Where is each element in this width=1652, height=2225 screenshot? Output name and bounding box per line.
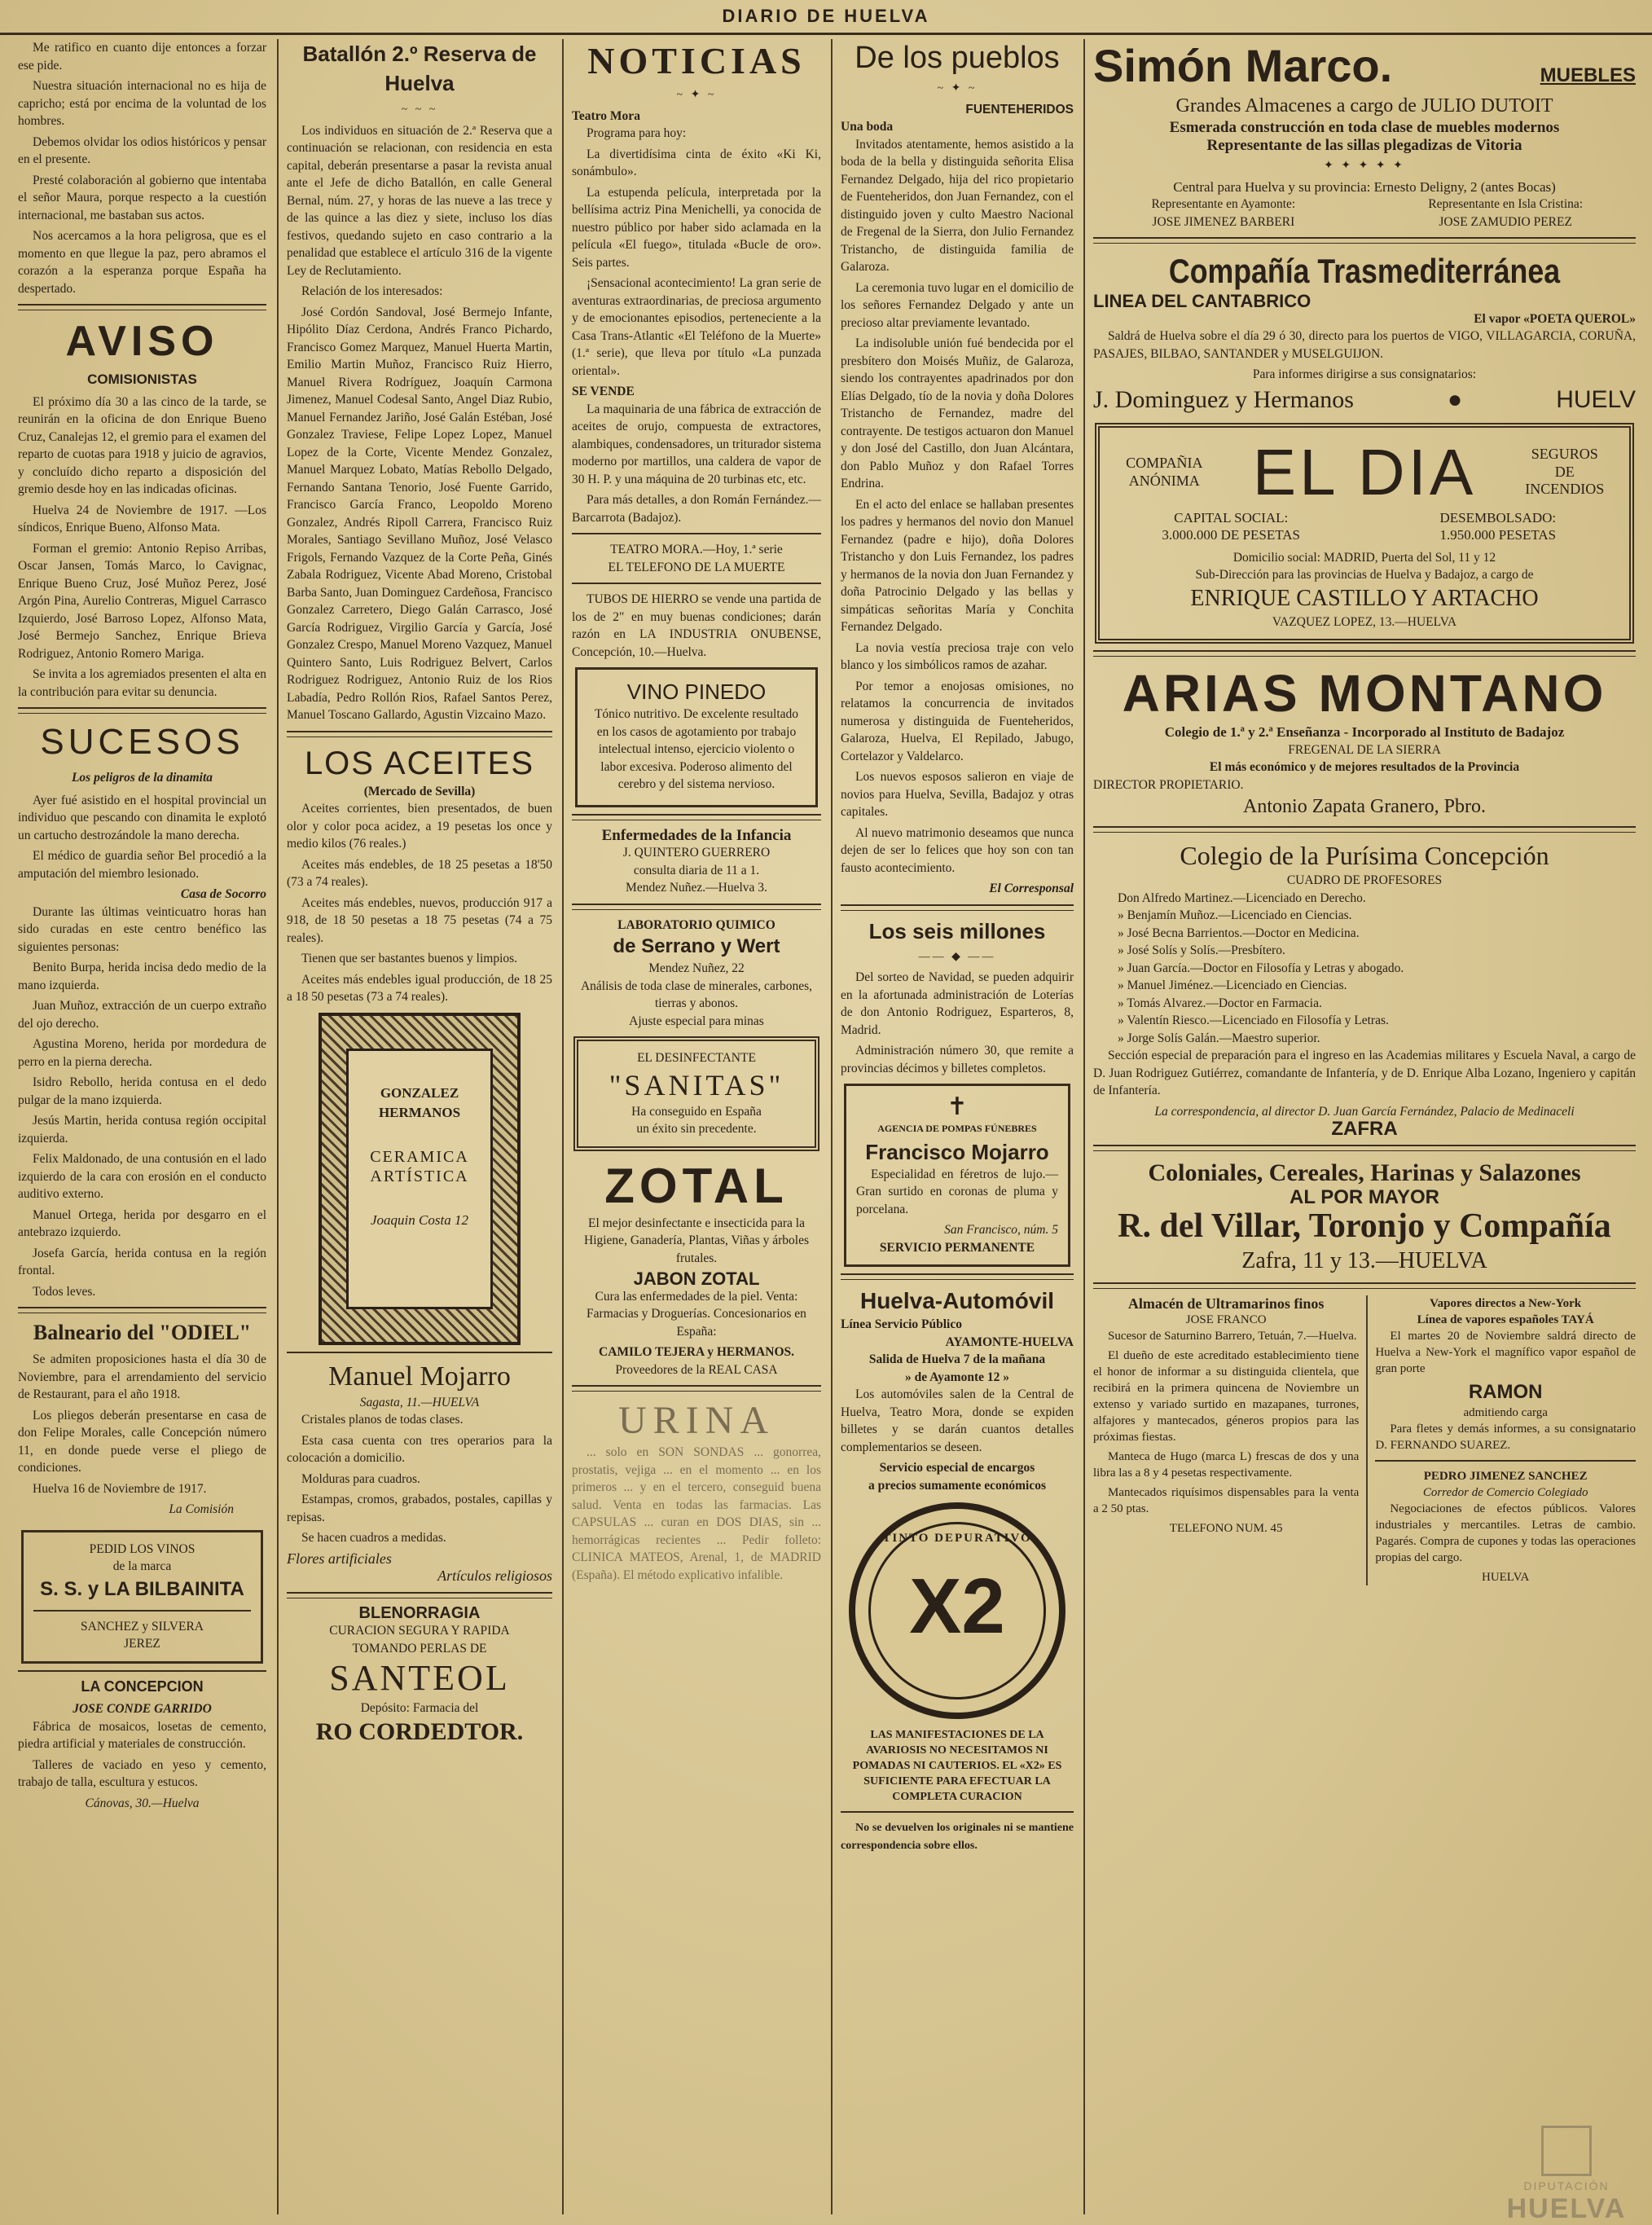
ad-line: Corredor de Comercio Colegiado [1422, 1486, 1588, 1499]
column-5 [1093, 39, 1636, 2214]
aceites-subheading: (Mercado de Sevilla) [363, 784, 476, 798]
ad-line: 1.950.000 PESETAS [1439, 527, 1557, 543]
trasm-consignees [1093, 384, 1636, 416]
paragraph: Ayer fué asistido en el hospital provincial un individuo que pescando con dinamita le explotó un cartucho destrozándole la mano derecha. [18, 793, 266, 842]
sanitas-ad [573, 1036, 819, 1151]
trasm-heading: Compañía Trasmediterránea [1168, 252, 1561, 290]
ad-line: SANCHEZ y SILVERA [81, 1619, 204, 1634]
watermark-emblem [1541, 2126, 1592, 2176]
ad-line: Sub-Dirección para las provincias de Huelva y Badajoz, a cargo de [1195, 568, 1534, 582]
paragraph: Cristales planos de todas clases. [301, 1413, 464, 1427]
paragraph: La maquinaria de una fábrica de extracción de aceites de orujo, compuesta de extractores, alambiques, condensadores, un triturador sistema moderno por martillos, una caldera de vapor de 30 H. P. y una máquina de 20 turbinas etc, etc. [572, 402, 821, 486]
ad-brand: S. S. y LA BILBAINITA [40, 1577, 244, 1600]
ceramica-panel [346, 1049, 493, 1309]
paragraph: Talleres de vaciado en yeso y cemento, trabajo de talla, escultura y estucos. [18, 1757, 266, 1789]
ad-brand: EL DIA [1252, 435, 1477, 508]
lab-text: Análisis de toda clase de minerales, carbones, tierras y abonos. [580, 978, 813, 1010]
divider [18, 304, 266, 310]
divider [1093, 650, 1636, 657]
paragraph: Relación de los interesados: [301, 284, 443, 298]
list-item: » Juan García.—Doctor en Filosofía y Letras y abogado. [1118, 961, 1404, 975]
urina-brand: URINA [618, 1399, 775, 1442]
editorial-notice: No se devuelven los originales ni se mantiene correspondencia sobre ellos. [841, 1822, 1074, 1852]
ad-line: Vapores directos a New-York [1430, 1297, 1582, 1310]
ad-line: JOSE FRANCO [1185, 1313, 1267, 1326]
column-rule [277, 39, 279, 2214]
pueblos-heading: De los pueblos [855, 41, 1060, 75]
paragraph: Tienen que ser bastantes buenos y limpios. [301, 952, 518, 965]
paragraph: Programa para hoy: [587, 126, 687, 140]
ad-address: VAZQUEZ LOPEZ, 13.—HUELVA [1272, 614, 1457, 629]
paragraph: Manuel Ortega, herida por desgarro en el antebrazo izquierdo. [18, 1207, 266, 1239]
paragraph: Para fletes y demás informes, a su consignatario D. FERNANDO SUAREZ. [1375, 1423, 1636, 1452]
el-dia-right [1508, 446, 1621, 499]
paragraph: Negociaciones de efectos públicos. Valores industriales y mercantiles. Letras de cambio. Pagarés. Compra de cupones y todas las operaciones propias del cargo. [1375, 1502, 1636, 1564]
ad-line: AL POR MAYOR [1289, 1185, 1440, 1208]
ad-line: ANÓNIMA [1128, 472, 1200, 489]
divider [18, 1670, 266, 1672]
divider [287, 731, 552, 737]
paragraph: Durante las últimas veinticuatro horas han sido curadas en este centro benéfico las siguientes personas: [18, 904, 266, 954]
ad-line: SERVICIO PERMANENTE [879, 1240, 1035, 1255]
ad-line: Esmerada construcción en toda clase de muebles modernos [1169, 119, 1560, 136]
list-item: » Manuel Jiménez.—Licenciado en Ciencias. [1118, 978, 1347, 992]
concepcion-heading: LA CONCEPCION [81, 1678, 204, 1695]
ad-line: Antonio Zapata Granero, Pbro. [1243, 796, 1486, 817]
lab-heading: LABORATORIO QUIMICO [617, 917, 775, 932]
ad-line: Mendez Nuñez.—Huelva 3. [626, 881, 767, 895]
masthead: DIARIO DE HUELVA [0, 0, 1652, 35]
lab-line: Ajuste especial para minas [629, 1014, 764, 1028]
aviso-subheading: COMISIONISTAS [87, 372, 197, 387]
capital-block [1375, 509, 1621, 544]
el-dia-ad [1095, 423, 1634, 644]
paragraph: Del sorteo de Navidad, se pueden adquirir en la afortunada administración de Loterías de don Antonio Rodriguez, Esparteros, 8, Madrid. [841, 970, 1074, 1037]
enf-heading: Enfermedades de la Infancia [601, 826, 792, 844]
column-1 [18, 39, 266, 2214]
ad-brand: Coloniales, Cereales, Harinas y Salazones [1148, 1159, 1581, 1186]
ad-line: CAPITAL SOCIAL: [1174, 509, 1289, 525]
divider [1093, 237, 1636, 244]
teatro-ad-line: EL TELEFONO DE LA MUERTE [608, 560, 785, 574]
paragraph: Al nuevo matrimonio deseamos que nunca dejen de ser lo felices que hoy son con tan fausto acontecimiento. [841, 825, 1074, 875]
ad-line: admitiendo carga [1463, 1406, 1548, 1419]
paragraph: Huelva 24 de Noviembre de 1917. —Los síndicos, Enrique Bueno, Alfonso Mata. [18, 503, 266, 534]
puri-heading: Colegio de la Purísima Concepción [1180, 841, 1549, 870]
ad-line: Colegio de 1.ª y 2.ª Enseñanza - Incorporado al Instituto de Badajoz [1164, 724, 1565, 740]
ad-address: San Francisco, núm. 5 [944, 1223, 1058, 1237]
divider [18, 707, 266, 714]
paragraph: Aceites corrientes, bien presentados, de buen olor y color poca acidez, a 19 pesetas los once y medio kilos (76 reales.) [287, 802, 552, 851]
paragraph: Debemos olvidar los odios históricos y pensar en el presente. [18, 134, 266, 166]
paragraph: Esta casa cuenta con tres operarios para la colocación a domicilio. [287, 1433, 552, 1465]
ad-brand: VINO PINEDO [626, 679, 767, 704]
paragraph: Invitados atentamente, hemos asistido a la boda de la bella y distinguida señorita Elisa Fernandez Delgado, hija del rico propietario de Fuenteheridos, don Juan Fernandez, con el distinguido joven y culto Maestro Nacional de Fregenal de la Sierra, don Julio Fernandez Tristancho, de distinguida familia de Galaroza. [841, 137, 1074, 274]
ad-brand: "SANITAS" [609, 1068, 784, 1102]
list-item: » José Becna Barrientos.—Doctor en Medicina. [1118, 926, 1360, 940]
ad-address: Zafra, 11 y 13.—HUELVA [1241, 1248, 1487, 1273]
lab-name: de Serrano y Wert [613, 935, 780, 957]
ad-line: BLENORRAGIA [358, 1603, 481, 1622]
auto-heading: Huelva-Automóvil [859, 1288, 1055, 1313]
paragraph: Estampas, cromos, grabados, postales, capillas y repisas. [287, 1493, 552, 1524]
sucesos-subheading: Los peligros de la dinamita [71, 771, 213, 785]
ad-line: Ha conseguido en España [631, 1104, 762, 1119]
ad-brand: ENRIQUE CASTILLO Y ARTACHO [1190, 585, 1539, 611]
enf-name: J. QUINTERO GUERRERO [622, 846, 771, 860]
aviso-heading: AVISO [65, 318, 219, 365]
el-dia-capital [1108, 509, 1621, 544]
ad-line: AGENCIA DE POMPAS FÚNEBRES [877, 1123, 1037, 1134]
ad-line: Línea Servicio Público [841, 1317, 962, 1331]
ad-line: CAMILO TEJERA y HERMANOS. [599, 1345, 794, 1359]
column-rule [1366, 1295, 1368, 1585]
divider [33, 1610, 251, 1612]
ad-line: de la marca [112, 1559, 172, 1573]
vino-pinedo-ad [575, 667, 818, 807]
rep-block [1375, 196, 1636, 231]
ad-line: Central para Huelva y su provincia: Ernesto Deligny, 2 (antes Bocas) [1173, 178, 1556, 195]
list-item: » Valentín Riesco.—Licenciado en Filosofía y Letras. [1118, 1014, 1389, 1027]
ultramarinos-ad [1093, 1295, 1359, 1585]
paragraph: Jesús Martin, herida contusa región occipital izquierda. [18, 1114, 266, 1145]
list-item: » Tomás Alvarez.—Doctor en Farmacia. [1118, 996, 1322, 1010]
ad-line: ARTÍSTICA [370, 1167, 469, 1185]
paragraph: La indisoluble unión fué bendecida por el presbítero don Moisés Muñiz, de Galaroza, siendo los contrayentes apadrinados por don Elías Delgado, tío de la novia y doña Dolores Tristancho de Fernandez, madre del contrayente. De testigos actuaron don Manuel y don José del Castillo, don Juan Alcántara, don Pablo Muñoz y don Rafael Torres Endrina. [841, 336, 1074, 490]
paragraph: Benito Burpa, herida incisa dedo medio de la mano izquierda. [18, 961, 266, 992]
vinos-ad [21, 1530, 263, 1664]
ornament: —— ◆ —— [918, 950, 996, 963]
paragraph: Nos acercamos a la hora peligrosa, que es el momento en que llegue la paz, pero abramos el corazón a la esperanza porque España ha despertado. [18, 229, 266, 296]
divider [572, 583, 821, 584]
paragraph: Huelva 16 de Noviembre de 1917. [33, 1481, 207, 1496]
watermark-text: DIPUTACIÓN [1523, 2179, 1610, 2192]
concepcion-name: JOSE CONDE GARRIDO [72, 1702, 212, 1716]
concepcion-address: Cánovas, 30.—Huelva [85, 1796, 200, 1810]
paragraph: Aceites más endebles igual producción, de 18 25 a 18 50 pesetas (73 a 74 reales). [287, 972, 552, 1004]
arias-heading: ARIAS MONTANO [1122, 664, 1607, 723]
rep-block [1093, 196, 1354, 231]
ad-line: El más económico y de mejores resultados de la Provincia [1209, 760, 1520, 774]
paragraph: Felix Maldonado, de una contusión en el lado izquierdo de la cara con erosión en el conducto auditivo externo. [18, 1152, 266, 1201]
lab-address: Mendez Nuñez, 22 [648, 961, 745, 975]
divider [287, 1592, 552, 1598]
divider [572, 1385, 821, 1392]
paragraph: El médico de guardia señor Bel procedió a la amputación del miembro lesionado. [18, 849, 266, 881]
zotal-brand: ZOTAL [604, 1158, 789, 1213]
ceramica-ad [319, 1013, 521, 1345]
paragraph: Los automóviles salen de la Central de Huelva, Teatro Mora, donde se expiden billetes y se darán cuantos detalles complementarios se deseen. [841, 1387, 1074, 1454]
divider [841, 1811, 1074, 1813]
ad-text: Tónico nutritivo. De excelente resultado en los casos de agotamiento por trabajo intelectual intenso, ejercicio violento o labor excesiva. Poderoso alimento del cerebro y del sistema nervioso. [594, 707, 799, 791]
paragraph: José Cordón Sandoval, José Bermejo Infante, Hipólito Díaz Cerdona, Andrés Franco Pichardo, Francisco Gomez Marquez, Manuel Huerta Martin, Emilio Martin Muñoz, Francisco Ruiz Hierro, Manuel Rivera Rodríguez, Joaquín Carmona Jimenez, Manuel Codesal Santo, Angel Diaz Rubio, Manuel Fernandez Jariño, José Galán Estéban, José Gonzalez Traviese, Felipe Lopez Lopez, Manuel Lopez de la Corte, Vicente Mendez Gonzalez, Manuel Marquez Lobato, Matías Rebollo Delgado, Fernando Santana Tenorio, José Fuente Garrido, Francisco García Franco, Leopoldo Moreno Gonzalez, Andrés Ripoll Carrera, Francisco Ruiz Morales, Santiago Sevillano Muñoz, José Velasco Frigols, Fernando Vazquez de la Corte Peña, Ginés Zabala Rodriguez, Vicente Abad Moreno, Cristobal Barba Santo, Juan Dominguez Cardeñosa, Francisco Gonzalez Carretero, Diego Galán Carrasco, José García Rodriguez, Virgilio García y García, José Gonzalez Crespo, Manuel Moreno Vazquez, Manuel Quintero Santo, Luis Rodriguez Belvert, Carlos Rodriguez Rodriguez, Antonio Ruiz de los Rios Labadía, Pedro Rollón Rios, Rafael Santos Perez, Manuel Toscano Gallardo, Agustin Vizcaino Mazo. [287, 305, 552, 722]
ad-line: Depósito: Farmacia del [360, 1701, 479, 1715]
capital-block [1108, 509, 1354, 544]
political-article [18, 39, 266, 297]
column-2 [287, 39, 552, 2214]
ad-line: HUELV [1556, 385, 1636, 413]
divider [841, 1273, 1074, 1280]
simon-tag: MUEBLES [1540, 64, 1636, 86]
divider [572, 533, 821, 534]
funebre-ad [844, 1084, 1070, 1267]
ad-line: un éxito sin precedente. [636, 1122, 757, 1136]
column-rule [831, 39, 833, 2214]
divider [841, 904, 1074, 911]
balneario-heading: Balneario del "ODIEL" [33, 1321, 252, 1344]
ad-line: HUELVA [1481, 1571, 1530, 1584]
ad-brand: PEDRO JIMENEZ SANCHEZ [1423, 1470, 1588, 1483]
divider [1093, 1145, 1636, 1151]
ad-line: Línea de vapores españoles TAYÁ [1417, 1313, 1594, 1326]
simon-brand: Simón Marco. [1093, 40, 1393, 91]
ad-line: Representante de las sillas plegadizas de Vitoria [1206, 136, 1522, 154]
ad-line: COMPAÑIA [1126, 455, 1203, 471]
ad-line: SEGUROS [1531, 446, 1598, 463]
column-3 [572, 39, 821, 2214]
ornament: ~ ✦ ~ [937, 82, 978, 95]
divider [572, 904, 821, 910]
column-4 [841, 39, 1074, 2214]
ad-line: Grandes Almacenes a cargo de JULIO DUTOIT [1175, 95, 1553, 117]
seal-text: TINTO DEPURATIVO [882, 1532, 1032, 1545]
seal-mark: X2 [909, 1563, 1005, 1650]
ad-line: Proveedores de la REAL CASA [615, 1362, 778, 1377]
ad-line: LINEA DEL CANTABRICO [1093, 291, 1311, 311]
pueblos-place: FUENTEHERIDOS [965, 102, 1074, 117]
ad-line: Servicio especial de encargos [879, 1461, 1035, 1475]
ad-brand: RAMON [1468, 1381, 1543, 1403]
vende-subheading: SE VENDE [572, 385, 635, 398]
x2-seal-logo [849, 1502, 1065, 1719]
cross-icon: ✝ [947, 1093, 968, 1120]
puri-list [1093, 890, 1636, 1048]
ad-text: ... solo en SON SONDAS ... gonorrea, prostatis, vejiga ... en el momento ... en los primeros ... y en el tercero, conseguid buena salud. Venta en todas las farmacias. Las CAPSULAS ... curan en DOS DIAS, sin ... hemorrágicas recientes ... Pedir folleto: CLINICA MATEOS, Arenal, 1, de MADRID (España). El método explicativo infalible. [572, 1445, 821, 1582]
paragraph: Todos leves. [33, 1284, 96, 1299]
paragraph: Los nuevos esposos salieron en viaje de novios para Huelva, Sevilla, Badajoz y otras capitales. [841, 770, 1074, 819]
paragraph: La novia vestía preciosa traje con velo blanco y los simbólicos ramos de azahar. [841, 640, 1074, 672]
vapores-ad [1375, 1295, 1636, 1585]
ad-line: TOMANDO PERLAS DE [352, 1641, 487, 1656]
ad-brand: J. Dominguez y Hermanos [1093, 385, 1354, 413]
ad-line: EL DESINFECTANTE [637, 1051, 756, 1065]
boda-signature: El Corresponsal [989, 882, 1074, 895]
ad-line: Representante en Isla Cristina: [1428, 197, 1584, 211]
paragraph: Josefa García, herida contusa en la región frontal. [18, 1246, 266, 1277]
mojarro-religiosos: Artículos religiosos [437, 1568, 552, 1584]
paragraph: Molduras para cuadros. [301, 1471, 420, 1486]
paragraph: Los individuos en situación de 2.ª Reserva que a continuación se relacionan, con residencia en esta capital, deberán presentarse a pasar la revista anual ante el Jefe de dicho Batallón, en calle General Bernal, núm. 27, y horas de las nueve a las trece y de las quince a las diez y siete, incluso los días festivos, quedando sujeto en caso contrario a la penalidad que establece el artículo 316 de la vigente Ley de Reclutamiento. [287, 123, 552, 278]
paragraph: Sucesor de Saturnino Barrero, Tetuán, 7.—Huelva. [1108, 1330, 1357, 1343]
ad-line: JEREZ [124, 1637, 160, 1651]
paragraph: Por temor a enojosas omisiones, no relatamos la concurrencia de invitados numerosa y distinguida de Fuenteheridos, Galaroza, Huelva, El Repilado, Jabugo, Cortelazor y Valdelarco. [841, 679, 1074, 763]
millones-heading: Los seis millones [868, 918, 1046, 943]
ad-line: DESEMBOLSADO: [1439, 509, 1557, 525]
ad-text: LAS MANIFESTACIONES DE LA AVARIOSIS NO NECESITAMOS NI POMADAS NI CAUTERIOS. EL «X2» ES SUFICIENTE PARA EFECTUAR LA COMPLETA CURACION [852, 1729, 1062, 1803]
aceites-heading: LOS ACEITES [304, 745, 535, 781]
ad-line: JOSE JIMENEZ BARBERI [1152, 214, 1295, 229]
paragraph: ¡Sensacional acontecimiento! La gran serie de aventuras extraordinarias, de preciosa argumento y de emocionantes episodios, perteneciente a la Casa Trans-Atlantic «El Teléfono de la Muerte» (1.ª serie), que lleva por título «La punzada oriental». [572, 276, 821, 378]
paragraph: El martes 20 de Noviembre saldrá directo de Huelva a New-York el magnífico vapor español de gran porte [1375, 1330, 1636, 1375]
ad-line: CURACION SEGURA Y RAPIDA [329, 1624, 510, 1638]
divider [18, 1307, 266, 1313]
ad-line: 3.000.000 DE PESETAS [1162, 527, 1300, 543]
mojarro-heading: Manuel Mojarro [328, 1361, 511, 1392]
ad-text: Especialidad en féretros de lujo.—Gran surtido en coronas de pluma y porcelana. [856, 1167, 1058, 1216]
ad-text: Cura las enfermedades de la piel. Venta: Farmacias y Droguerías. Concesionarios en España: [587, 1289, 806, 1339]
ad-line: AYAMONTE-HUELVA [945, 1335, 1074, 1349]
bottom-ads [1093, 1295, 1636, 1585]
paragraph: Fábrica de mosaicos, losetas de cemento, piedra artificial y materiales de construcción. [18, 1719, 266, 1751]
mojarro-address: Sagasta, 11.—HUELVA [359, 1395, 480, 1409]
el-dia-header [1108, 436, 1621, 509]
paragraph: Mantecados riquísimos dispensables para la venta a 2 50 ptas. [1093, 1486, 1360, 1515]
paragraph: Me ratifico en cuanto dije entonces a forzar ese pide. [18, 41, 266, 73]
ad-line: Salida de Huelva 7 de la mañana [868, 1352, 1046, 1366]
list-item: Don Alfredo Martinez.—Licenciado en Derecho. [1118, 890, 1366, 905]
ornament: ~ ~ ~ [401, 103, 438, 116]
puri-subheading: CUADRO DE PROFESORES [1286, 873, 1443, 887]
paragraph: La divertidísima cinta de éxito «Ki Ki, sonámbulo». [572, 147, 821, 178]
ad-line: a precios sumamente económicos [868, 1478, 1046, 1493]
ad-line: CERAMICA [370, 1147, 469, 1166]
paragraph: Sección especial de preparación para el ingreso en las Academias militares y Escuela Naval, a cargo de D. Juan Rodriguez Gutiérrez, comandante de Infantería, y de D. Enrique Alba Lozano, Ingeniero y capitán de Infantería. [1093, 1049, 1636, 1097]
ad-line: DIRECTOR PROPIETARIO. [1093, 777, 1244, 792]
paragraph: Forman el gremio: Antonio Repiso Arribas, Oscar Jansen, Tomás Marco, lo Cavignac, Enrique Bueno Cruz, José Muñoz Perez, José Argón Pina, Aurelio Contreras, Miguel Carrasco Izquierdo, José Barroso Lopez, Alfonso Mata, José Bermejo Sanchez, Enrique Brieva Rodriguez, Antonio Romero Mariga. [18, 541, 266, 661]
ad-line: PEDID LOS VINOS [89, 1541, 196, 1556]
divider [1093, 826, 1636, 833]
jabon-heading: JABON ZOTAL [633, 1269, 760, 1289]
ornament: ✦ ✦ ✦ ✦ ✦ [1324, 160, 1405, 172]
ad-line: La correspondencia, al director D. Juan García Fernández, Palacio de Medinaceli [1154, 1104, 1575, 1119]
column-rule [562, 39, 564, 2214]
divider [1375, 1460, 1636, 1462]
ad-line: Representante en Ayamonte: [1151, 197, 1296, 211]
ad-brand: Almacén de Ultramarinos finos [1127, 1295, 1325, 1312]
list-item: » Benjamín Muñoz.—Licenciado en Ciencias. [1118, 908, 1352, 922]
ad-line: INCENDIOS [1525, 481, 1605, 498]
ad-line: RO CORDEDTOR. [315, 1717, 524, 1745]
paragraph: Los pliegos deberán presentarse en casa de don Felipe Morales, calle Concepción número 11, en donde puede verse el pliego de condiciones. [18, 1408, 266, 1475]
ornament: ~ ✦ ~ [676, 89, 717, 101]
ad-brand: R. del Villar, Toronjo y Compañía [1118, 1207, 1611, 1245]
paragraph: Se admiten proposiciones hasta el día 30 de Noviembre, para el arrendamiento del servicio de Restaurant, para el año 1918. [18, 1352, 266, 1401]
ad-line: consulta diaria de 11 a 1. [633, 863, 760, 877]
paragraph: Aceites más endebles, nuevos, producción 917 a 918, de 18 50 pesetas a 18 75 pesetas (74 a 75 reales). [287, 895, 552, 945]
paragraph: Para más detalles, a don Román Fernández.—Barcarrota (Badajoz). [572, 493, 821, 525]
ad-line: FREGENAL DE LA SIERRA [1288, 742, 1441, 757]
paragraph: Nuestra situación internacional no es hija de capricho; está por encima de la voluntad de los hombres. [18, 79, 266, 128]
teatro-subheading: Teatro Mora [572, 108, 640, 123]
paragraph: Se invita a los agremiados presenten el alta en la contribución para evitar su denuncia. [18, 667, 266, 699]
paragraph: Aceites más endebles, de 18 25 pesetas a 18'50 (73 a 74 reales). [287, 857, 552, 889]
ad-text: El mejor desinfectante e insecticida para la Higiene, Ganadería, Plantas, Viñas y árboles frutales. [584, 1216, 809, 1265]
balneario-signature: La Comisión [169, 1502, 234, 1516]
simon-header [1093, 39, 1636, 93]
ad-line: El vapor «POETA QUEROL» [1474, 311, 1636, 326]
ad-line: ZAFRA [1331, 1118, 1398, 1140]
simon-reps [1093, 196, 1636, 231]
ad-line: TELEFONO NUM. 45 [1169, 1522, 1283, 1535]
ad-line: DE [1554, 463, 1575, 480]
watermark-text: HUELVA [1506, 2193, 1627, 2224]
noticias-heading: NOTICIAS [587, 40, 806, 81]
boda-subheading: Una boda [841, 120, 894, 134]
paragraph: La estupenda película, interpretada por la bellísima actriz Pina Menichelli, ya conocida de nuestro público por haber sido aclamada en la película «El fuego», titulada «Bucle de oro». Seis partes. [572, 185, 821, 270]
mojarro-flores: Flores artificiales [287, 1550, 392, 1567]
ad-line: » de Ayamonte 12 » [904, 1370, 1009, 1384]
paragraph: Saldrá de Huelva sobre el día 29 ó 30, directo para los puertos de VIGO, VILLAGARCIA, CORUÑA, PASAJES, BILBAO, SANTANDER y MUSELGUIJON. [1093, 329, 1636, 361]
ad-brand: GONZALEZ HERMANOS [378, 1084, 461, 1120]
list-item: » José Solís y Solís.—Presbítero. [1118, 943, 1285, 957]
santeol-brand: SANTEOL [329, 1658, 510, 1698]
paragraph: Presté colaboración al gobierno que intentaba el señor Maura, porque respecto a la cuestión internacional, me bastaban sus actos. [18, 173, 266, 222]
paragraph: Manteca de Hugo (marca L) frescas de dos y una libra las a 8 y 4 pesetas respectivamente. [1093, 1450, 1360, 1480]
paragraph: Administración número 30, que remite a provincias décimos y billetes completos. [841, 1044, 1074, 1075]
ad-brand: Francisco Mojarro [865, 1139, 1049, 1164]
divider [287, 1352, 552, 1353]
sucesos-heading: SUCESOS [40, 722, 244, 762]
archive-watermark [1497, 2126, 1636, 2224]
divider [572, 814, 821, 820]
ad-line: Domicilio social: MADRID, Puerta del Sol, 11 y 12 [1232, 550, 1496, 565]
socorro-subheading: Casa de Socorro [180, 887, 266, 901]
paragraph: Juan Muñoz, extracción de un cuerpo extraño del ojo derecho. [18, 999, 266, 1031]
paragraph: Agustina Moreno, herida por mordedura de perro en la pierna derecha. [18, 1037, 266, 1069]
divider [1093, 1282, 1636, 1289]
bullet-icon: ● [1448, 385, 1463, 413]
batallon-heading: Batallón 2.º Reserva de Huelva [302, 42, 537, 95]
paragraph: Se hacen cuadros a medidas. [301, 1531, 446, 1545]
paragraph: El dueño de este acreditado establecimiento tiene el honor de informar a su distinguida clientela, que recibirá en la primera quincena de Noviembre un extenso y variado surtido en mazapanes, turrones, alfajores y mantecados, géneros propios para las próximas fiestas. [1093, 1349, 1360, 1444]
paragraph: El próximo día 30 a las cinco de la tarde, se reunirán en la oficina de don Enrique Bueno Cruz, Canalejas 12, el gremio para el examen del reparto de cuotas para 1918 y juicio de agravios, y concluído dicho reparto a disposición del gremio desde hoy en las indicadas oficinas. [18, 394, 266, 496]
teatro-ad-line: TEATRO MORA.—Hoy, 1.ª serie [610, 543, 783, 556]
paragraph: La ceremonia tuvo lugar en el domicilio de los señores Fernandez Delgado y ante un precioso altar previamente levantado. [841, 280, 1074, 330]
ad-line: JOSE ZAMUDIO PEREZ [1439, 214, 1572, 229]
el-dia-left [1108, 455, 1221, 490]
paragraph: Isidro Rebollo, herida contusa en el dedo pulgar de la mano izquierda. [18, 1075, 266, 1107]
column-rule [1083, 39, 1085, 2214]
paragraph: En el acto del enlace se hallaban presentes los padres y hermanos del novio don Manuel Fernandez (padre e hijo), doña Dolores Tristancho y don Luis Fernandez, los padres y hermanos de la novia don Juan Fernandez y doña Patrocinio Delgado y las bellas y simpáticas señoritas María y Conchita Fernandez Delgado. [841, 497, 1074, 634]
ad-line: Para informes dirigirse a sus consignatarios: [1252, 367, 1477, 381]
list-item: » Jorge Solís Galán.—Maestro superior. [1118, 1031, 1320, 1045]
paragraph: TUBOS DE HIERRO se vende una partida de los de 2" en muy buenas condiciones; darán razón en LA INDUSTRIA ONUBENSE, Concepción, 10.—Huelva. [572, 592, 821, 659]
ad-address: Joaquin Costa 12 [371, 1211, 468, 1228]
